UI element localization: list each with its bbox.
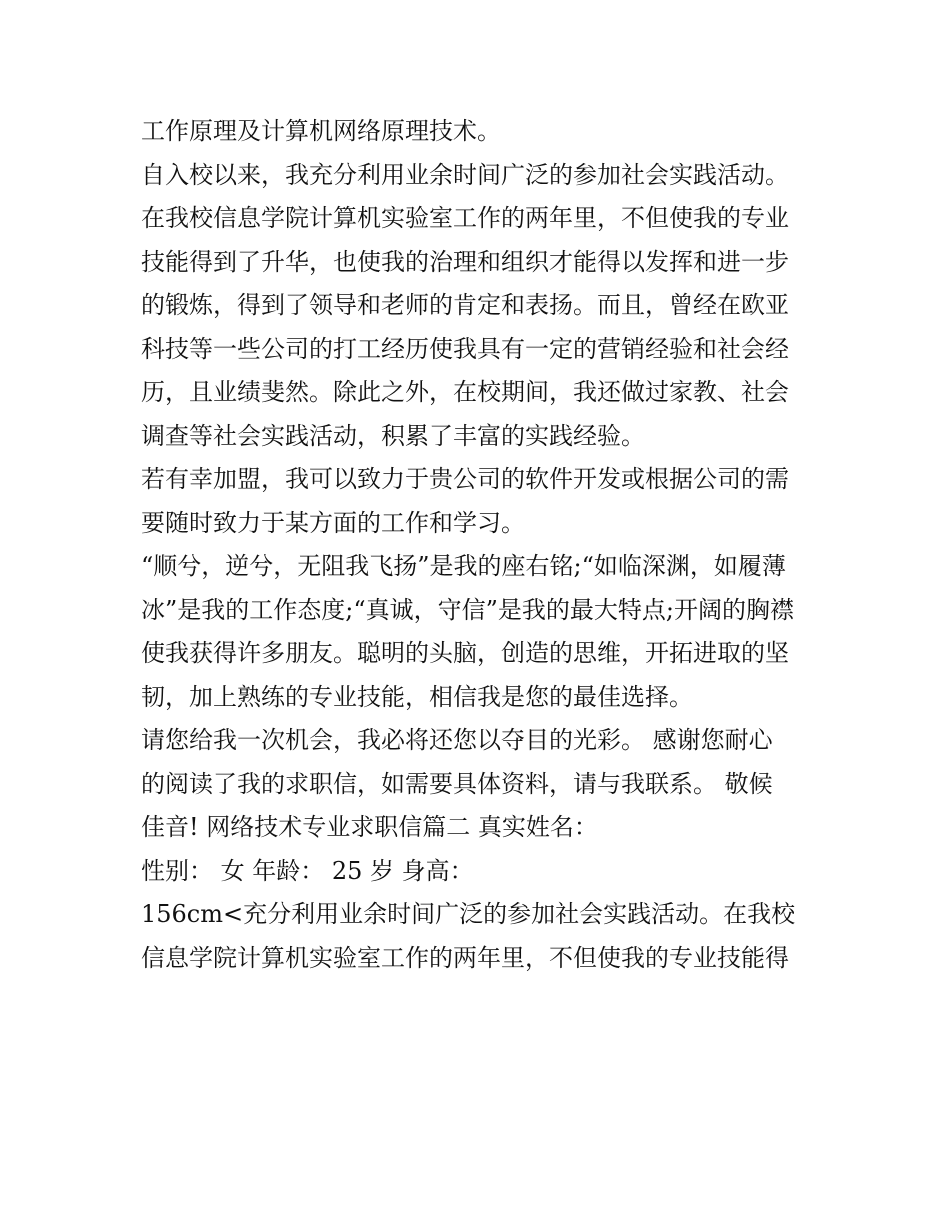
text-line: 要随时致力于某方面的工作和学习。 xyxy=(141,508,525,537)
text-line: 技能得到了升华，也使我的治理和组织才能得以发挥和进一步 xyxy=(141,247,789,276)
text-line: 自入校以来，我充分利用业余时间广泛的参加社会实践活动。 xyxy=(141,160,789,189)
text-line: 使我获得许多朋友。聪明的头脑，创造的思维，开拓进取的坚 xyxy=(141,639,789,667)
text-line: 科技等一些公司的打工经历使我具有一定的营销经验和社会经 xyxy=(141,334,789,363)
text-line: 佳音! 网络技术专业求职信篇二 真实姓名： xyxy=(141,813,598,841)
text-line: 信息学院计算机实验室工作的两年里，不但使我的专业技能得 xyxy=(141,943,789,972)
text-line: 韧，加上熟练的专业技能，相信我是您的最佳选择。 xyxy=(141,682,693,711)
text-line: “顺兮，逆兮，无阻我飞扬”是我的座右铭;“如临深渊，如履薄 xyxy=(141,552,786,580)
text-line: 历，且业绩斐然。除此之外，在校期间，我还做过家教、社会 xyxy=(141,378,789,406)
text-line: 的锻炼，得到了领导和老师的肯定和表扬。而且，曾经在欧亚 xyxy=(141,291,789,319)
text-line: 冰”是我的工作态度;“真诚，守信”是我的最大特点;开阔的胸襟 xyxy=(141,595,794,624)
text-line: 请您给我一次机会，我必将还您以夺目的光彩。 感谢您耐心 xyxy=(141,726,773,754)
text-line: 工作原理及计算机网络原理技术。 xyxy=(141,117,501,145)
text-line: 在我校信息学院计算机实验室工作的两年里，不但使我的专业 xyxy=(141,204,789,232)
text-line: 性别： 女 年龄： 25 岁 身高： xyxy=(141,856,474,885)
text-line: 若有幸加盟，我可以致力于贵公司的软件开发或根据公司的需 xyxy=(141,465,789,493)
text-line: 的阅读了我的求职信，如需要具体资料，请与我联系。 敬候 xyxy=(141,769,773,798)
text-line: 调查等社会实践活动，积累了丰富的实践经验。 xyxy=(141,421,645,450)
document-body xyxy=(141,110,821,980)
text-line: 156cm<充分利用业余时间广泛的参加社会实践活动。在我校 xyxy=(141,900,796,928)
